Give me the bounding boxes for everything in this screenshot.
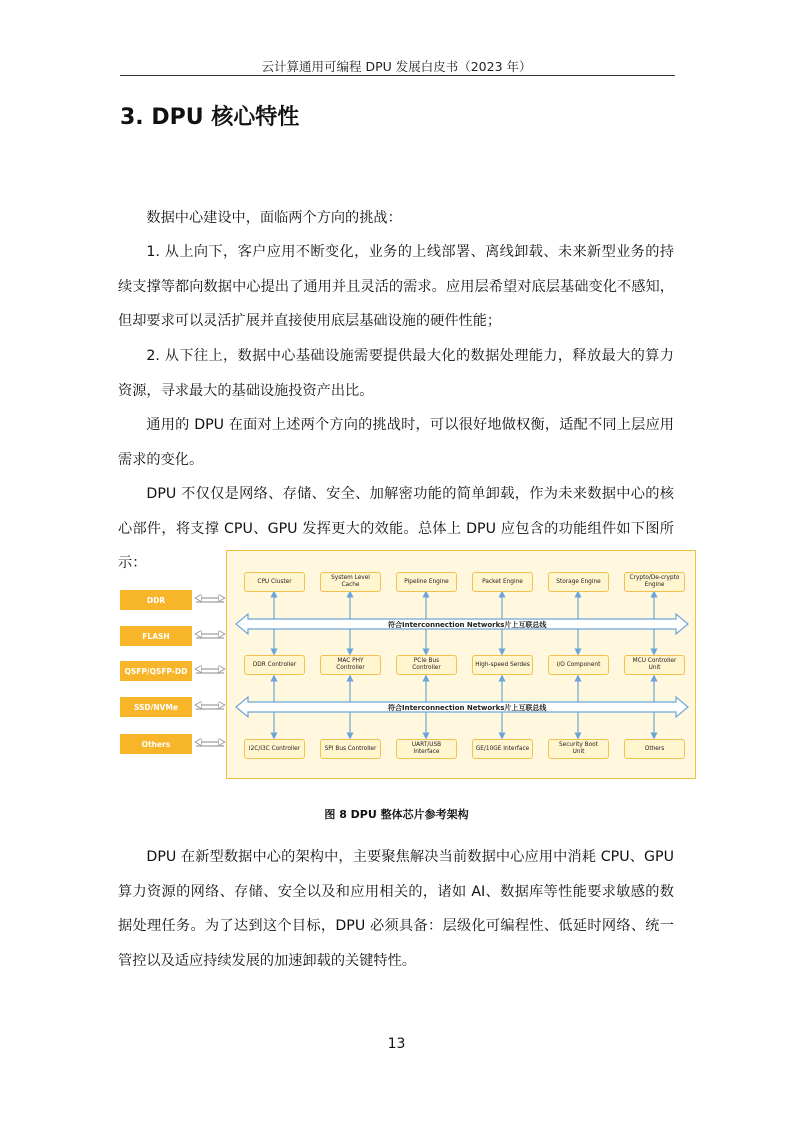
paragraph-intro: 数据中心建设中，面临两个方向的挑战： bbox=[146, 210, 402, 226]
comp-crypto-engine: Crypto/De-crypto Engine bbox=[624, 572, 685, 592]
interface-qsfp: QSFP/QSFP-DD bbox=[120, 661, 192, 681]
interface-ssd-nvme: SSD/NVMe bbox=[120, 697, 192, 717]
comp-ge-10ge-interface: GE/10GE Interface bbox=[472, 739, 533, 759]
comp-storage-engine: Storage Engine bbox=[548, 572, 609, 592]
interface-ddr: DDR bbox=[120, 590, 192, 610]
paragraph-challenge-2: 2. 从下往上，数据中心基础设施需要提供最大化的数据处理能力，释放最大的算力资源，寻求最大的基础设施投资产出比。 bbox=[118, 348, 674, 399]
comp-uart-usb-interface: UART/USB Interface bbox=[396, 739, 457, 759]
comp-spi-bus-controller: SPI Bus Controller bbox=[320, 739, 381, 759]
comp-mac-phy-controller: MAC PHY Controller bbox=[320, 655, 381, 675]
comp-io-component: I/O Component bbox=[548, 655, 609, 675]
comp-cpu-cluster: CPU Cluster bbox=[244, 572, 305, 592]
comp-packet-engine: Packet Engine bbox=[472, 572, 533, 592]
comp-security-boot-unit: Security Boot Unit bbox=[548, 739, 609, 759]
bus-1-label: 符合Interconnection Networks片上互联总线 bbox=[388, 621, 547, 629]
paragraph-dpu-focus: DPU 在新型数据中心的架构中，主要聚焦解决当前数据中心应用中消耗 CPU、GPU 算力资源的网络、存储、安全以及和应用相关的，诸如 AI、数据库等性能要求敏感的数据处理任务。为了达到这个目标，DPU 必须具备：层级化可编程性、低延时网络、统一管控以及适应持续发展的加速卸载的关键特性。 bbox=[118, 849, 674, 969]
page-number: 13 bbox=[387, 1036, 406, 1052]
comp-i2c-i3c-controller: I2C/I3C Controller bbox=[244, 739, 305, 759]
interface-others: Others bbox=[120, 734, 192, 754]
paragraph-dpu-components: DPU 不仅仅是网络、存储、安全、加解密功能的简单卸载，作为未来数据中心的核心部件，将支撑 CPU、GPU 发挥更大的效能。总体上 DPU 应包含的功能组件如下图所示： bbox=[118, 486, 674, 571]
comp-system-level-cache: System Level Cache bbox=[320, 572, 381, 592]
comp-ddr-controller: DDR Controller bbox=[244, 655, 305, 675]
paragraph-dpu-balance: 通用的 DPU 在面对上述两个方向的挑战时，可以很好地做权衡，适配不同上层应用需求的变化。 bbox=[118, 417, 674, 468]
comp-pcie-bus-controller: PCIe Bus Controller bbox=[396, 655, 457, 675]
interface-flash: FLASH bbox=[120, 626, 192, 646]
header-divider bbox=[120, 75, 675, 76]
comp-high-speed-serdes: High-speed Serdes bbox=[472, 655, 533, 675]
bus-2-label: 符合Interconnection Networks片上互联总线 bbox=[388, 704, 547, 712]
running-header: 云计算通用可编程 DPU 发展白皮书（2023 年） bbox=[261, 59, 532, 74]
comp-mcu-controller-unit: MCU Controller Unit bbox=[624, 655, 685, 675]
section-title: 3. DPU 核心特性 bbox=[120, 105, 300, 130]
external-interface-arrows bbox=[196, 598, 224, 746]
paragraph-challenge-1: 1. 从上向下，客户应用不断变化，业务的上线部署、离线卸载、未来新型业务的持续支撑等都向数据中心提出了通用并且灵活的需求。应用层希望对底层基础变化不感知，但却要求可以灵活扩展并直接使用底层基础设施的硬件性能； bbox=[118, 244, 674, 329]
dpu-architecture-diagram bbox=[120, 550, 700, 785]
comp-others: Others bbox=[624, 739, 685, 759]
figure-caption: 图 8 DPU 整体芯片参考架构 bbox=[324, 808, 469, 821]
comp-pipeline-engine: Pipeline Engine bbox=[396, 572, 457, 592]
